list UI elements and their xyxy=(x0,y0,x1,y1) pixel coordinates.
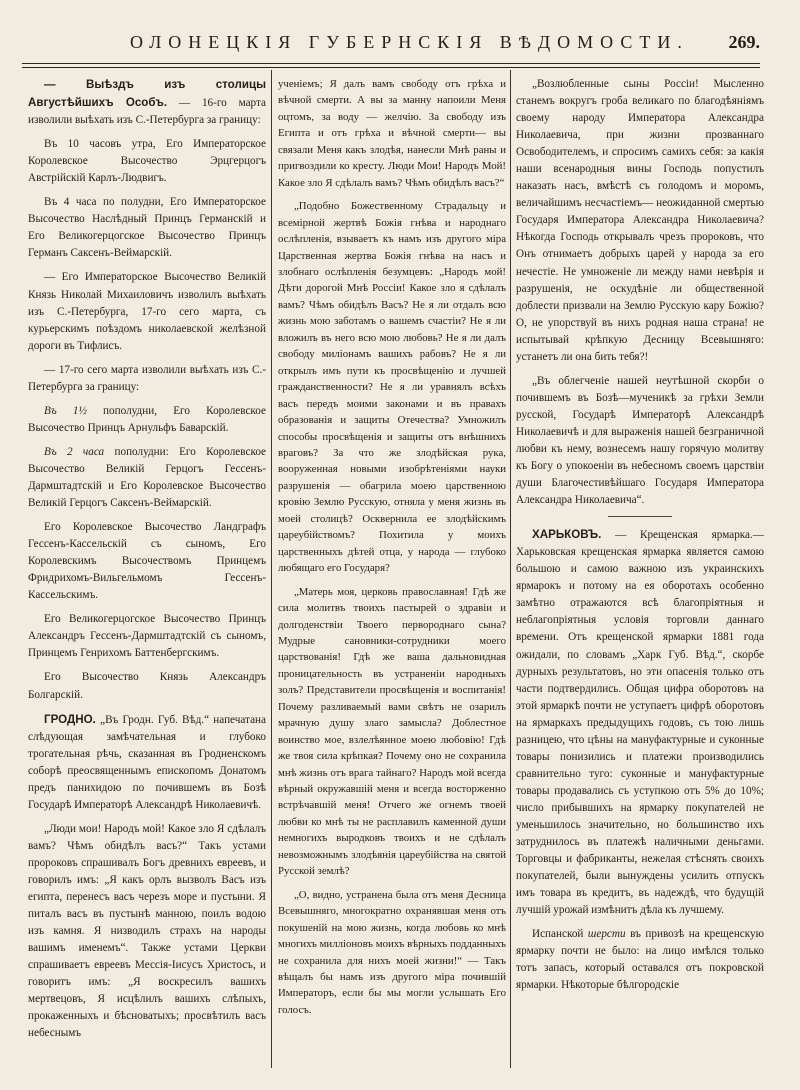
paragraph-text: Его Королевское Высочество Ландграфъ Гессенъ-Кассельскій съ сыномъ, Его Королевскимъ Высочествомъ Принцемъ Фридрихомъ-Вильгельмомъ Гессенъ-Кассельскимъ. xyxy=(28,521,266,602)
article-paragraph xyxy=(28,362,266,396)
paragraph-text: „Матерь моя, церковь православная! Гдѣ же сила молитвъ твоихъ пастырей о здравіи и долгоденствіи Твоего первороднаго сына? Мудрые сановники-сотрудники моего царствованія! Гдѣ же ваша дальновидная проницательность въ устраненіи народныхъ золъ? Представители просвѣщенія и воспитанія! Почему разливаемый вами свѣтъ не озарилъ мрачную душу злаго замысла? Доблестное воинство мое, взлелѣянное моею любовію! Гдѣ же твоя сила крѣпкая? Почему оно не сохранила мнѣ жизнь отъ врага тайнаго? Народъ мой всегда вѣрный окружавшій меня и всегда восторженно встрѣчавшій меня! Отчего же огнемъ твоей любви ко мнѣ ты не расплавилъ каменной души немногихъ выродковъ твоихъ и не сдѣлалъ невозможнымъ злодѣянія цареубійства на святой Русской землѣ? xyxy=(278,585,506,878)
header-rule-bottom xyxy=(22,67,760,68)
paragraph-text: „Въ Гродн. Губ. Вѣд.“ напечатана слѣдующая замѣчательная и глубоко трогательная рѣчь, сказанная въ Гродненскомъ соборѣ преосвященнымъ епископомъ Донатомъ предъ панихидою по почившемъ въ Бозѣ Государѣ Императорѣ Александрѣ Николаевичѣ. xyxy=(28,713,266,811)
paragraph-text: — 17-го сего марта изволили выѣхать изъ С.-Петербурга за границу: xyxy=(28,363,266,393)
column-3 xyxy=(516,76,764,1001)
article-paragraph xyxy=(28,136,266,187)
paragraph-text: Въ 10 часовъ утра, Его Императорское Королевское Высочество Эрцгерцогъ Австрійскій Карлъ-Людвигъ. xyxy=(28,138,266,185)
article-heading: ГРОДНО. xyxy=(44,712,96,726)
paragraph-text: пополудни: Его Королевское Высочество Великій Герцогъ Гессенъ-Дармштадтскій и Его Королевское Высочество Великій Герцогъ Саксенъ-Веймарскій. xyxy=(28,445,267,510)
article-paragraph xyxy=(516,76,764,366)
paragraph-text: „О, видно, устранена была отъ меня Десница Всевышняго, многократно охранявшая меня отъ покушеній на мою жизнь, когда любовь ко мнѣ многихъ милліоновъ моихъ вѣрныхъ подданныхъ не сохранила для нихъ моей жизни!“ — Такъ вѣщалъ бы намъ изъ другого міра почившій Императоръ, если бы мы могли услышать Его голосъ. xyxy=(278,888,506,1016)
paragraph-text: Въ 4 часа по полудни, Его Императорское Высочество Наслѣдный Принцъ Германскій и Его Великогерцогское Высочество Принцъ Германъ Саксенъ-Веймарскій. xyxy=(28,196,266,260)
article-paragraph xyxy=(28,611,266,662)
article-paragraph xyxy=(516,526,764,919)
paragraph-text: „Возлюбленные сыны Россіи! Мысленно станемъ вокругъ гроба великаго по благодѣяніямъ своему народу Императора Александра Николаевича, при жизни прозваннаго Освободителемъ, и спросимъ самихъ себя: за какія наши всенародныя вины Господь попустилъ наказать насъ, вмѣстѣ съ голодомъ и моромъ, величайшимъ несчастіемъ— неожиданной смертью Государя Императора Александра Николаевича? Нѣкогда Господь открывалъ чрезъ пророковъ, что Онъ отнимаетъ добрыхъ царей у народа за его нечестіе. Не умноженіе ли между нами невѣрія и разрушенія, не оскудѣніе ли общественной доблести призвали на Землю Русскую кару Божію? О, не упорствуй въ нихъ родная наша страна! не испытывай крѣпкую Десницу Всевышняго: устанетъ ли она бить тебя?! xyxy=(516,78,764,363)
article-paragraph xyxy=(28,444,266,512)
page-number: 269. xyxy=(728,32,760,52)
article-paragraph xyxy=(28,269,266,354)
emphasis-text: Въ 2 часа xyxy=(44,445,105,458)
emphasis-text: шерсти xyxy=(583,928,626,941)
paragraph-text: пополудни, Его Королевское Высочество Принцъ Арнульфъ Баварскій. xyxy=(28,404,266,434)
column-divider-1 xyxy=(271,70,272,1068)
paragraph-text: — Его Императорское Высочество Великій Князь Николай Михаиловичъ изволилъ выѣхать изъ С.-Петербурга, 17-го сего марта, съ курьерскимъ поѣздомъ николаевской желѣзной дороги въ Тифлисъ. xyxy=(28,271,266,352)
article-paragraph xyxy=(28,403,266,437)
article-paragraph xyxy=(28,821,266,1043)
article-paragraph xyxy=(278,198,506,576)
paragraph-text: въ привозѣ на крещенскую ярмарку почти не было: на лицо имѣлся только тотъ запасъ, который оставался отъ покровской ярмарки. Нѣкоторые бѣлгородскіе xyxy=(516,928,764,992)
header-rule-top xyxy=(22,63,760,64)
article-paragraph xyxy=(28,194,266,262)
article-paragraph xyxy=(278,584,506,880)
masthead xyxy=(22,30,760,58)
article-paragraph xyxy=(278,887,506,1019)
column-divider-2 xyxy=(510,70,511,1068)
paragraph-text: Его Великогерцогское Высочество Принцъ Александръ Гессенъ-Дармштадтскій съ сыномъ, Принцемъ Генрихомъ Баттенбергскимъ. xyxy=(28,613,266,660)
article-heading: ХАРЬКОВЪ. xyxy=(532,528,602,542)
paragraph-lead: Испанской xyxy=(532,928,584,941)
article-heading: — Выѣздъ изъ столицы Августѣйшихъ Особъ. xyxy=(28,78,266,110)
newspaper-title: ОЛОНЕЦКІЯ ГУБЕРНСКІЯ ВѢДОМОСТИ. xyxy=(130,32,689,52)
article-paragraph xyxy=(516,926,764,994)
paragraph-text: — 16-го марта изволили выѣхать изъ С.-Петербурга за границу: xyxy=(28,97,266,127)
column-1 xyxy=(28,76,266,1049)
article-paragraph xyxy=(28,519,266,604)
article-paragraph xyxy=(516,373,764,509)
paragraph-text: ученіемъ; Я далъ вамъ свободу отъ грѣха и вѣчной смерти. А вы за манну напоили Меня оцтомъ, за воду — желчію. За свободу изъ Египта и отъ грѣха и вѣчной смерти— вы связали Меня какъ злодѣя, нанесли Мнѣ раны и пригвоздили ко кресту. Люди Мои! Народъ Мой! Какое зло Я сдѣлалъ вамъ? Чѣмъ обидѣлъ васъ?“ xyxy=(278,78,506,189)
paragraph-text: Его Высочество Князь Александръ Болгарскій. xyxy=(28,671,266,701)
paragraph-text: „Люди мои! Народъ мой! Какое зло Я сдѣлалъ вамъ? Чѣмъ обидѣлъ васъ?“ Такъ устами пророковъ спрашивалъ Богъ древнихъ евреевъ, и говорилъ имъ: „Я какъ орлъ вызволъ Васъ изъ египта, перенесъ васъ черезъ море и пустыни. Я питалъ васъ въ пустынѣ манною, поилъ водою изъ камня. Я низводилъ страхъ на народы вашимъ именемъ“. Также устами Церкви спрашиваетъ евреевъ Мессія-Іисусъ Христосъ, и говоритъ имъ: „Я воскресилъ вашихъ мертвецовъ, Я исцѣлилъ вашихъ слѣпыхъ, прокаженныхъ и бѣсноватыхъ; просвѣтилъ васъ небеснымъ xyxy=(28,822,266,1040)
article-paragraph xyxy=(28,669,266,703)
column-2 xyxy=(278,76,506,1025)
article-paragraph xyxy=(278,76,506,191)
emphasis-text: Въ 1½ xyxy=(44,404,87,417)
section-divider xyxy=(608,516,672,517)
paragraph-text: „Подобно Божественному Страдальцу и всемірной жертвѣ Божія гнѣва и народнаго ослѣпленія, взываетъ къ намъ изъ другого міра Царственная жертва Божія гнѣва на насъ и злобнаго ослѣпленія безумцевъ: „Народъ мой! Дѣти дорогой Мнѣ Россіи! Какое зло я сдѣлалъ вамъ? Чѣмъ обидѣлъ Васъ? Не я ли отдалъ всю жизнь мою заботамъ о вашемъ счастіи? Не я ли вложилъ въ него всю мою любовь? Не я ли далъ свободу миліонамъ вашихъ рабовъ? Не я ли открылъ имъ пути къ просвѣщенію и лучшей гражданственности? Не я ли уравнялъ всѣхъ васъ передъ моими законами и въ правахъ образованія и защиты Отечества? Умножилъ способы просвѣщенія и защиты отъ внѣшнихъ враговъ? За что же злодѣйская рука, вооруженная новыми изобрѣтеніями науки разрушенія — обагрила моею царственною кровію Землю Русскую, отняла у меня жизнь въ моей столицѣ? Осквернила ее злодѣйскимъ цареубійствомъ? Похитила у моихъ царственныхъ дѣтей отца, у народа — глубоко любящаго его Государя? xyxy=(278,200,506,575)
article-paragraph xyxy=(28,76,266,129)
paragraph-text: „Въ облегченіе нашей неутѣшной скорби о почившемъ въ Бозѣ—мученикѣ за грѣхи Земли русской, Государѣ Императорѣ Александрѣ Николаевичѣ и для выраженія нашей безграничной любви къ нему, вознесемъ нашу горячую молитву къ Богу о упокоеніи въ небесномъ своемъ царствіи души Благочестивѣйшаго Государя Императора Александра Николаевича“. xyxy=(516,374,764,507)
article-paragraph xyxy=(28,711,266,814)
paragraph-text: — Крещенская ярмарка.— Харьковская крещенская ярмарка является самою большою и самою важною изъ украинскихъ ярмарокъ и потому на ея оборотахъ особенно замѣтно отражаются всѣ благопріятныя и неблагопріятныя условія торговли даннаго времени. Отъ крещенской ярмарки 1881 года ожидали, по словамъ „Харк Губ. Вѣд.“, скорбе дурныхъ результатовъ, но эти опасенія только отъ части подтвердились. Общая цифра оборотовъ на этой ярмаркѣ почти не уступаетъ цифрѣ оборотовъ на ярмаркахъ предыдущихъ годовъ, съ тою лишь разницею, что цѣны на мануфактурные и суконные товары понизились и платежи производились сравнительно туго: суконные и мануфактурные товары продавались съ уступкою отъ 5% до 10%; число прибывшихъ на ярмарку покупателей не уменьшилось значительно, но большинство ихъ затруднилось въ платежѣ наличными деньгами. Торговцы и фабриканты, нежелая стѣснять своихъ покупателей, были вынуждены усилить отпускъ имъ товара въ кредитъ, въ надеждѣ, что будущій лучшій урожай измѣнитъ дѣла къ лучшему. xyxy=(516,529,764,917)
